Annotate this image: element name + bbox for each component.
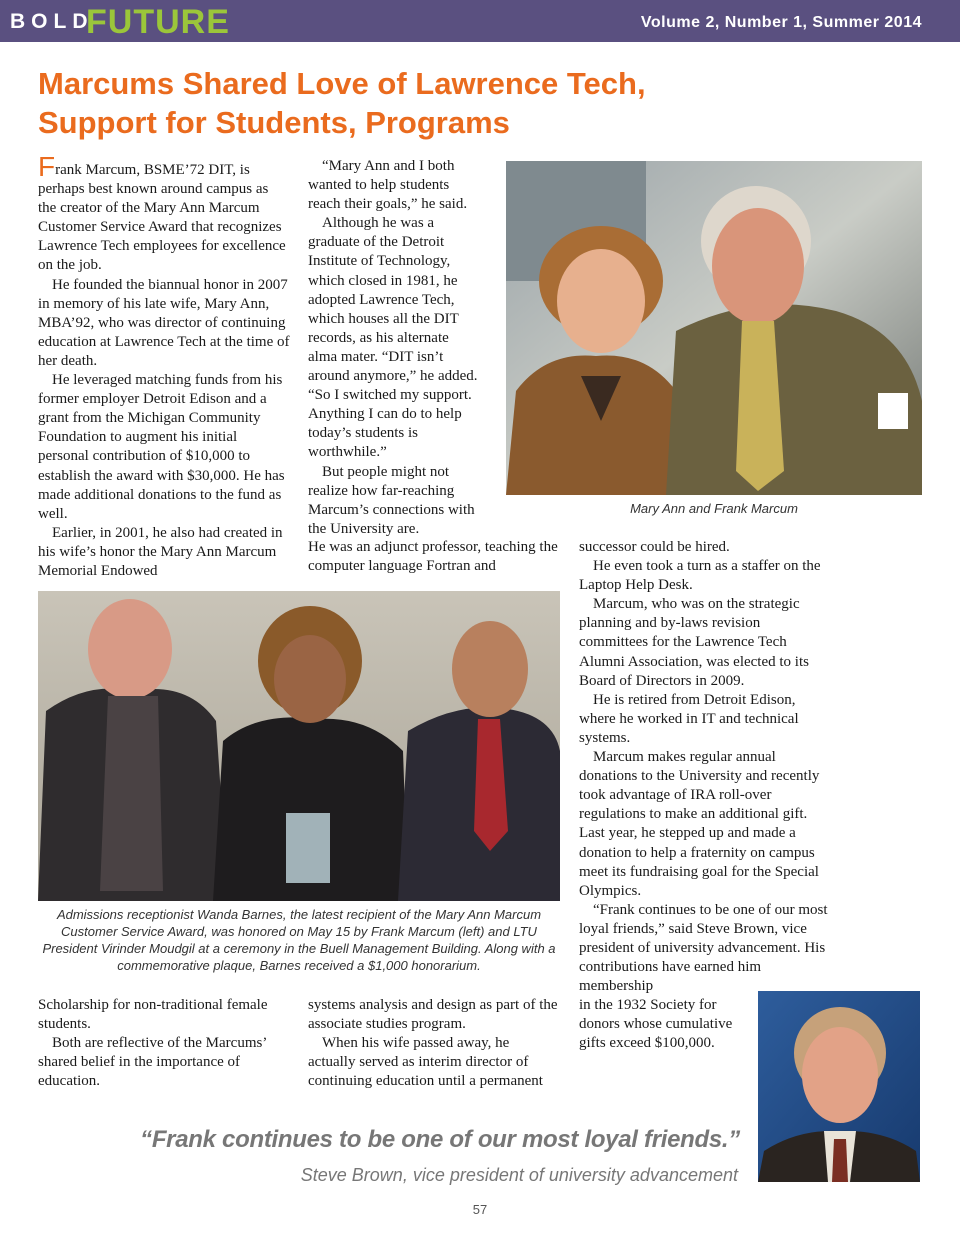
paragraph: systems analysis and design as part of the associate studies program. [308, 997, 558, 1033]
brand-future: FUTURE [86, 3, 230, 41]
paragraph: “Frank continues to be one of our most loyal friends,” said Steve Brown, vice president of university advancement. His contributions have earned him membership [579, 901, 828, 995]
paragraph: But people might not realize how far-reaching Marcum’s connections with the University are. [308, 463, 475, 537]
header-banner [0, 0, 960, 42]
paragraph: He was an adjunct professor, teaching the computer language Fortran and [308, 539, 558, 575]
brand-bold: BOLD [10, 10, 94, 33]
paragraph: Scholarship for non-traditional female students. [38, 997, 268, 1033]
article-column-1 [38, 151, 290, 581]
paragraph: He even took a turn as a staffer on the Laptop Help Desk. [579, 558, 821, 594]
issue-label: Volume 2, Number 1, Summer 2014 [640, 14, 922, 31]
portrait-photo [758, 991, 920, 1182]
paragraph: Marcum makes regular annual donations to the University and recently took advantage of IRA roll-over regulations to make an additional gift. Last year, he stepped up and made a donation to help a fraternity on campus meet its fundraising goal for the Special Olympics. [579, 749, 820, 899]
pull-quote: “Frank continues to be one of our most loyal friends.” [140, 1126, 740, 1153]
paragraph: He leveraged matching funds from his former employer Detroit Edison and a grant from the Michigan Community Foundation to augment his initial personal contribution of $10,000 to establish the award with $30,000. He has made additional donations to the fund as well. [38, 372, 285, 522]
paragraph: in the 1932 Society for donors whose cumulative gifts exceed $100,000. [579, 997, 733, 1052]
paragraph: He founded the biannual honor in 2007 in memory of his late wife, Mary Ann, MBA’92, who was director of continuing education at Lawrence Tech at the time of her death. [38, 276, 290, 369]
page-number: 57 [472, 1202, 488, 1217]
paragraph: “Mary Ann and I both wanted to help students reach their goals,” he said. [308, 158, 468, 213]
paragraph: When his wife passed away, he actually served as interim director of continuing education until a permanent [308, 1035, 543, 1090]
drop-cap: F [38, 151, 56, 182]
couple-photo-caption: Mary Ann and Frank Marcum [630, 501, 798, 516]
paragraph: successor could be hired. [579, 539, 730, 555]
award-ceremony-photo [38, 591, 560, 901]
article-column-2-continued [308, 538, 558, 576]
article-column-1-bottom [38, 996, 290, 1091]
pull-quote-attribution: Steve Brown, vice president of university advancement [300, 1165, 738, 1185]
award-photo-caption: Admissions receptionist Wanda Barnes, the latest recipient of the Mary Ann Marcum Customer Service Award, was honored on May 15 by Frank Marcum (left) and LTU President Virinder Moudgil at a ceremony in the Buell Management Building. Along with a commemorative plaque, Barnes received a $1,000 honorarium. [42, 907, 556, 973]
paragraph: rank Marcum, BSME’72 DIT, is perhaps best known around campus as the creator of the Mary Ann Marcum Customer Service Award that recognizes Lawrence Tech employees for excellence on the job. [38, 162, 286, 274]
paragraph: He is retired from Detroit Edison, where he worked in IT and technical systems. [579, 691, 799, 746]
paragraph: Both are reflective of the Marcums’ shared belief in the importance of education. [38, 1035, 267, 1090]
paragraph: Earlier, in 2001, he also had created in his wife’s honor the Mary Ann Marcum Memorial Endowed [38, 524, 283, 579]
article-headline: Marcums Shared Love of Lawrence Tech, Support for Students, Programs [38, 66, 646, 140]
article-column-3-narrow [579, 996, 744, 1053]
couple-photo [506, 161, 922, 495]
paragraph: Marcum, who was on the strategic planning and by-laws revision committees for the Lawrence Tech Alumni Association, was elected to its Board of Directors in 2009. [579, 596, 809, 689]
article-column-2-bottom [308, 996, 560, 1091]
paragraph: Although he was a graduate of the Detroit Institute of Technology, which closed in 1981, he adopted Lawrence Tech, which houses all the DIT records, as his alternate alma mater. “DIT isn’t around anymore,” he added. “So I switched my support. Anything I can do to help today’s students is worthwhile.” [308, 215, 478, 461]
article-column-2 [308, 157, 480, 539]
article-column-3 [579, 538, 829, 996]
